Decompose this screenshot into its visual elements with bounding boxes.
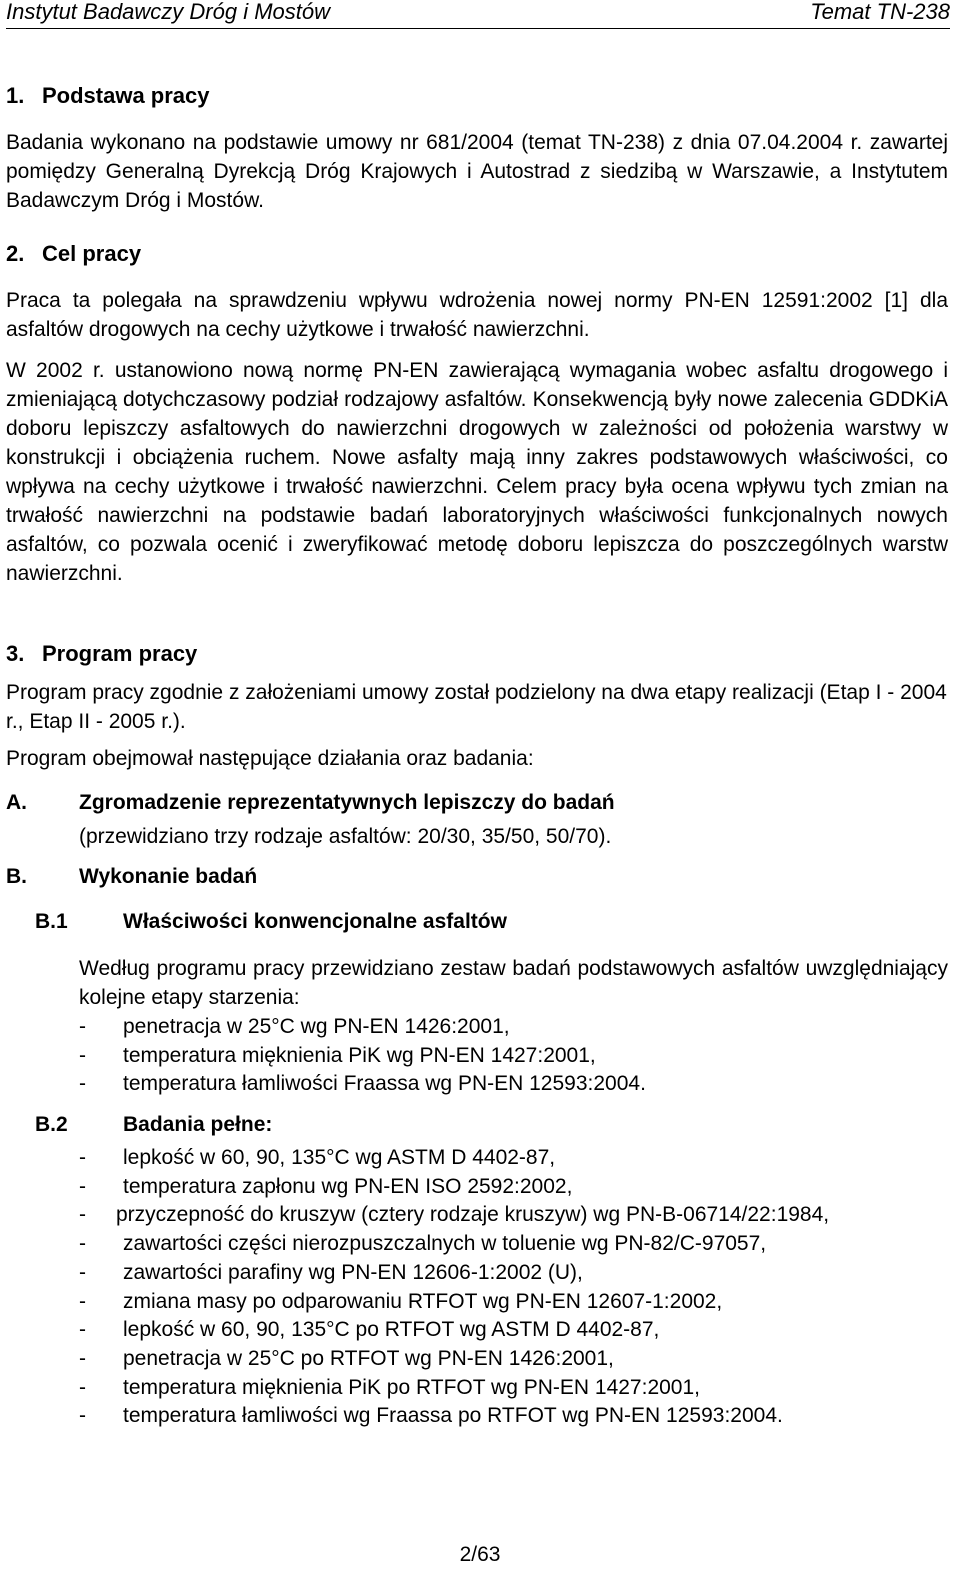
list-item-text: zawartości części nierozpuszczalnych w toluenie wg PN-82/C-97057,	[123, 1232, 767, 1256]
list-item-text: temperatura łamliwości Fraassa wg PN-EN 12593:2004.	[123, 1072, 646, 1096]
list-item	[79, 1230, 948, 1259]
section-2-paragraph-1: Praca ta polegała na sprawdzeniu wpływu wdrożenia nowej normy PN-EN 12591:2002 [1] dla asfaltów drogowych na cechy użytkowe i trwałość nawierzchni.	[6, 289, 948, 341]
list-dash: -	[79, 1072, 86, 1096]
list-item	[79, 1042, 948, 1071]
page-header	[6, 0, 950, 29]
list-item-text: lepkość w 60, 90, 135°C po RTFOT wg ASTM D 4402-87,	[123, 1318, 660, 1342]
section-number: 1.	[6, 83, 25, 108]
list-item	[79, 1201, 948, 1230]
list-item-text: lepkość w 60, 90, 135°C wg ASTM D 4402-87,	[123, 1146, 556, 1169]
item-b1-title: Właściwości konwencjonalne asfaltów	[123, 910, 507, 933]
list-item-text: temperatura zapłonu wg PN-EN ISO 2592:2002,	[123, 1174, 573, 1198]
list-dash: -	[79, 1289, 86, 1313]
list-item	[79, 1374, 948, 1403]
item-b1-intro: Według programu pracy przewidziano zestaw badań podstawowych asfaltów uwzględniający kolejne etapy starzenia:	[79, 957, 948, 1009]
item-b-label: B.	[6, 865, 27, 888]
list-dash: -	[79, 1203, 86, 1227]
section-number: 2.	[6, 241, 25, 266]
list-item	[79, 1402, 948, 1431]
list-item	[79, 1173, 948, 1202]
list-item	[79, 1013, 948, 1042]
item-a-label: A.	[6, 791, 27, 814]
list-dash: -	[79, 1318, 86, 1342]
header-institute: Instytut Badawczy Dróg i Mostów	[6, 0, 331, 24]
page-number: 2/63	[459, 1543, 501, 1566]
b2-test-list	[79, 1144, 948, 1431]
list-item-text: zawartości parafiny wg PN-EN 12606-1:2002 (U),	[123, 1260, 583, 1284]
item-b2-label: B.2	[35, 1113, 68, 1136]
list-item-text: penetracja w 25°C po RTFOT wg PN-EN 1426:2001,	[123, 1346, 614, 1370]
header-topic: Temat TN-238	[810, 0, 950, 24]
list-item	[79, 1070, 948, 1099]
list-dash: -	[79, 1015, 86, 1038]
item-a-note: (przewidziano trzy rodzaje asfaltów: 20/30, 35/50, 50/70).	[79, 825, 612, 848]
b1-test-list	[79, 1013, 948, 1099]
list-dash: -	[79, 1260, 86, 1284]
list-item	[79, 1288, 948, 1317]
section-2-paragraph-2: W 2002 r. ustanowiono nową normę PN-EN zawierającą wymagania wobec asfaltu drogowego i zmieniającą dotychczasowy podział rodzajowy asfaltów. Konsekwencją były nowe zalecenia GDDKiA doboru lepiszczy asfaltowych do nawierzchni drogowych w zależności od położenia warstwy w konstrukcji i obciążenia ruchem. Nowe asfalty mają inny zakres podstawowych właściwości, co wpływa na cechy użytkowe i trwałość nawierzchni. Celem pracy była ocena wpływu tych zmian na trwałość nawierzchni na podstawie badań laboratoryjnych właściwości funkcjonalnych nowych asfaltów, co pozwala ocenić i zweryfikować metodę doboru lepiszcza do poszczególnych warstw nawierzchni.	[6, 359, 948, 585]
list-item	[79, 1316, 948, 1345]
item-b2-title: Badania pełne:	[123, 1113, 273, 1136]
section-title: Program pracy	[42, 641, 198, 666]
list-item-text: temperatura mięknienia PiK wg PN-EN 1427:2001,	[123, 1043, 596, 1067]
list-dash: -	[79, 1174, 86, 1198]
list-dash: -	[79, 1043, 86, 1067]
list-item-text: temperatura łamliwości wg Fraassa po RTFOT wg PN-EN 12593:2004.	[123, 1404, 783, 1428]
section-2-heading	[6, 241, 141, 267]
list-item-text: zmiana masy po odparowaniu RTFOT wg PN-EN 12607-1:2002,	[123, 1289, 723, 1313]
list-dash: -	[79, 1232, 86, 1256]
section-3-paragraph-2: Program obejmował następujące działania oraz badania:	[6, 747, 534, 770]
section-3-paragraph-1: Program pracy zgodnie z założeniami umowy został podzielony na dwa etapy realizacji (Etap I - 2004 r., Etap II - 2005 r.).	[6, 681, 947, 733]
list-item	[79, 1144, 948, 1173]
item-b1-label: B.1	[35, 910, 68, 933]
list-item	[79, 1345, 948, 1374]
section-1-heading	[6, 83, 210, 109]
section-1-paragraph: Badania wykonano na podstawie umowy nr 681/2004 (temat TN-238) z dnia 07.04.2004 r. zawartej pomiędzy Generalną Dyrekcją Dróg Krajowych i Autostrad z siedzibą w Warszawie, a Instytutem Badawczym Dróg i Mostów.	[6, 131, 948, 212]
section-number: 3.	[6, 641, 25, 666]
list-item-text: penetracja w 25°C wg PN-EN 1426:2001,	[123, 1015, 510, 1038]
list-dash: -	[79, 1346, 86, 1370]
list-dash: -	[79, 1375, 86, 1399]
list-dash: -	[79, 1146, 86, 1169]
section-3-heading	[6, 641, 197, 667]
section-title: Podstawa pracy	[42, 83, 210, 108]
item-b-title: Wykonanie badań	[79, 865, 258, 888]
list-dash: -	[79, 1404, 86, 1428]
list-item-text: temperatura mięknienia PiK po RTFOT wg PN-EN 1427:2001,	[123, 1375, 700, 1399]
section-title: Cel pracy	[42, 241, 142, 266]
item-a-title: Zgromadzenie reprezentatywnych lepiszczy do badań	[79, 791, 615, 814]
list-item	[79, 1259, 948, 1288]
list-item-text: przyczepność do kruszyw (cztery rodzaje kruszyw) wg PN-B-06714/22:1984,	[116, 1203, 830, 1227]
